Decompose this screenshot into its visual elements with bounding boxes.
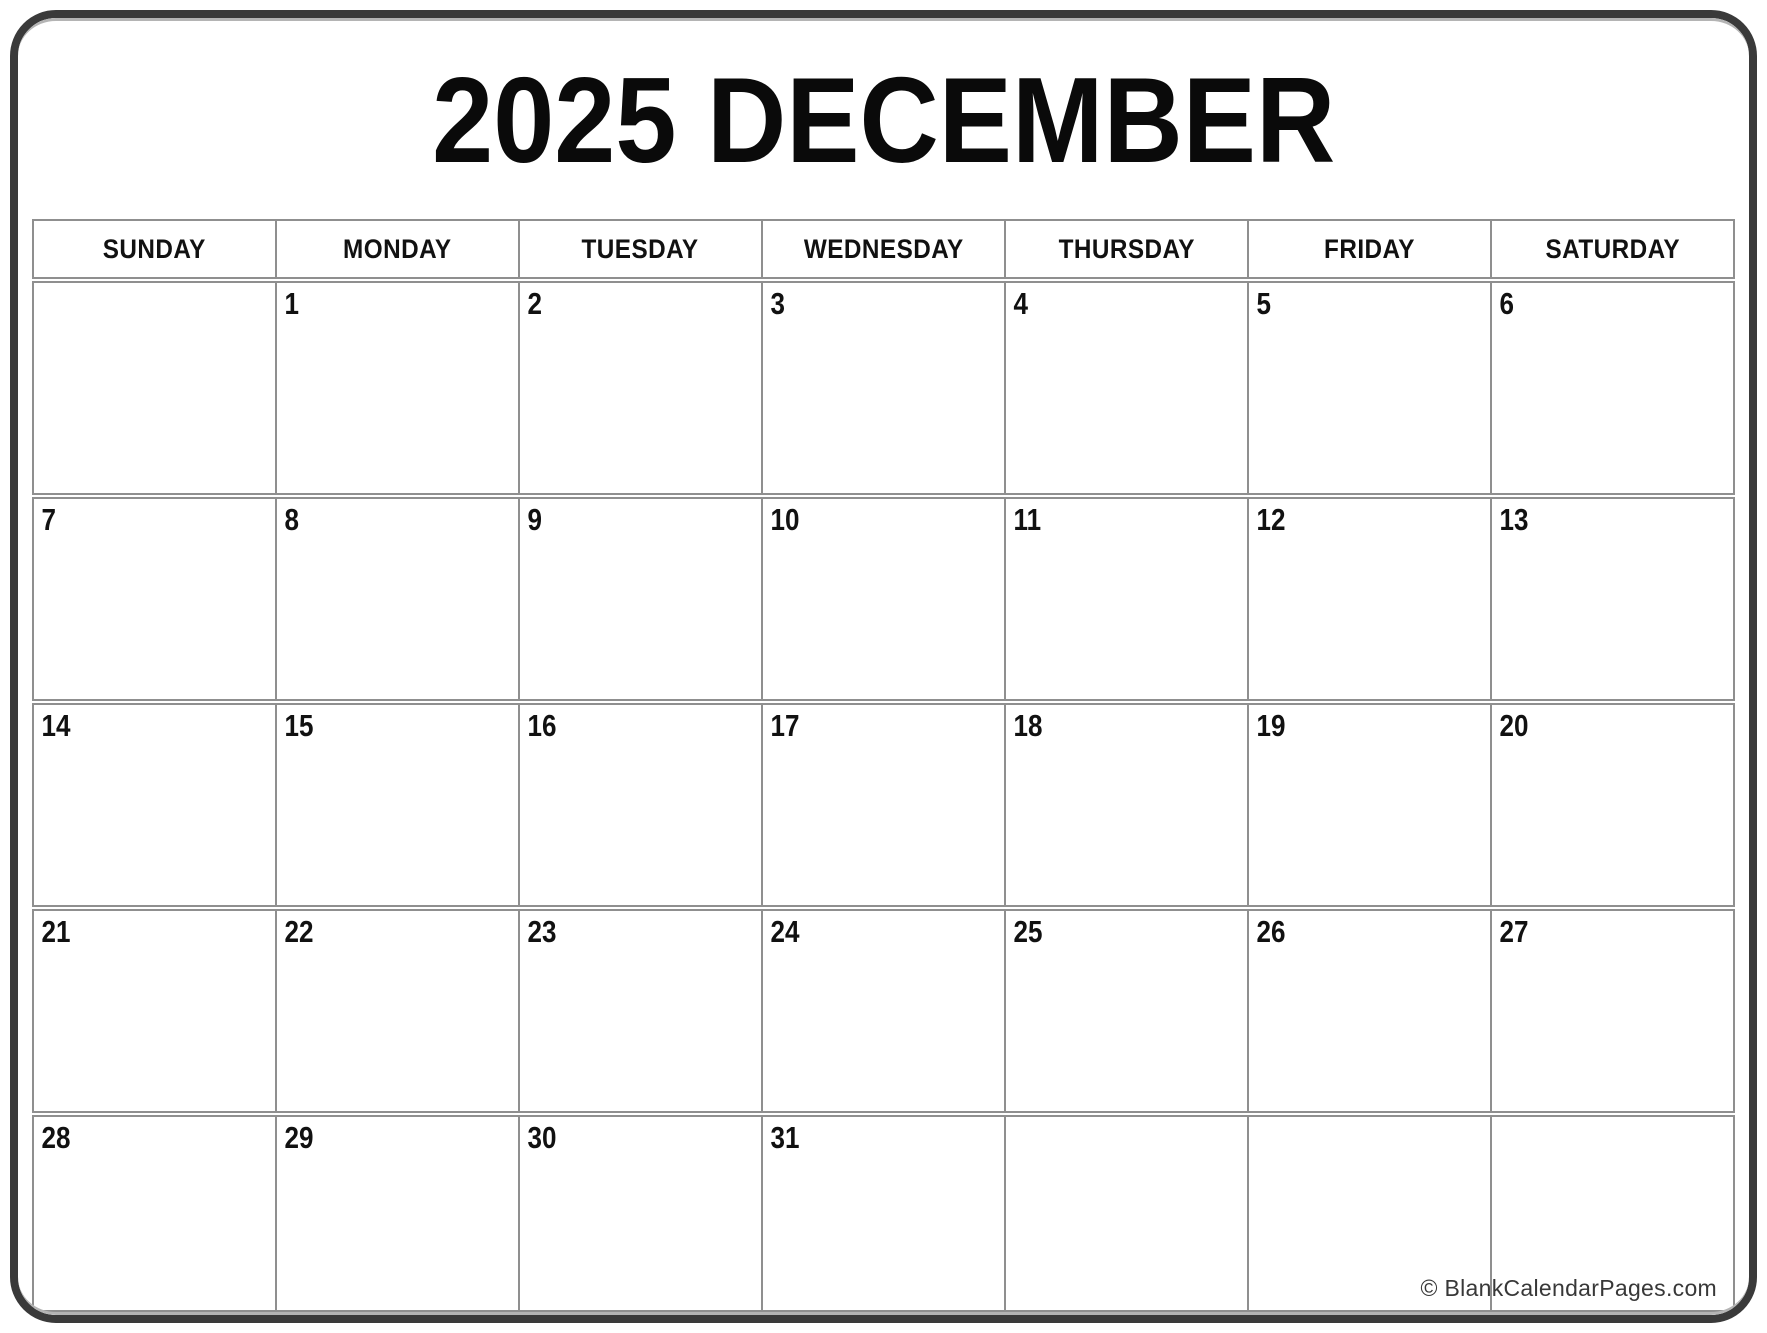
week-row-2	[33, 496, 1734, 702]
calendar-page-frame	[10, 10, 1757, 1323]
date-number: 1	[284, 286, 300, 321]
calendar-cell	[33, 496, 276, 702]
calendar-cell	[33, 280, 276, 496]
weekday-header-tuesday	[519, 220, 762, 280]
calendar-cell	[1248, 908, 1491, 1114]
calendar-cell	[1005, 280, 1248, 496]
calendar-cell	[1420, 1114, 1734, 1311]
calendar-cell	[762, 1114, 1005, 1311]
date-number: 20	[1499, 708, 1529, 744]
date-number: 29	[284, 1120, 314, 1156]
weekday-label: MONDAY	[343, 233, 452, 264]
calendar-cell	[1248, 496, 1491, 702]
weekday-header-friday	[1248, 220, 1491, 280]
date-number: 19	[1256, 708, 1286, 744]
calendar-grid	[32, 219, 1735, 1312]
calendar-cell	[519, 280, 762, 496]
date-number: 6	[1499, 286, 1515, 321]
week-row-3	[33, 702, 1734, 908]
date-number: 25	[1013, 914, 1043, 950]
calendar-cell	[276, 702, 519, 908]
date-number: 26	[1256, 914, 1286, 950]
calendar-cell	[762, 702, 1005, 908]
title-area	[32, 21, 1735, 219]
date-number: 23	[527, 914, 557, 950]
weekday-label: FRIDAY	[1324, 233, 1415, 264]
date-number: 9	[527, 502, 543, 537]
date-number	[34, 283, 236, 286]
date-number: 21	[41, 914, 71, 950]
weekday-label: THURSDAY	[1058, 233, 1195, 264]
weekday-header-row	[33, 220, 1734, 280]
weekday-label: WEDNESDAY	[803, 233, 964, 264]
calendar-cell	[1005, 702, 1248, 908]
date-number: 12	[1256, 502, 1286, 537]
date-number: 28	[41, 1120, 71, 1156]
calendar-cell	[1005, 1114, 1248, 1311]
weekday-label: SATURDAY	[1545, 233, 1680, 264]
date-number: 31	[770, 1120, 800, 1156]
date-number: 7	[41, 502, 57, 537]
calendar-cell	[519, 702, 762, 908]
calendar-cell	[276, 280, 519, 496]
date-number: 14	[41, 708, 71, 744]
date-number: 11	[1013, 502, 1042, 537]
date-number: 13	[1499, 502, 1529, 537]
date-number: 2	[527, 286, 543, 321]
date-number: 15	[284, 708, 314, 744]
date-number: 16	[527, 708, 557, 744]
date-number: 27	[1499, 914, 1529, 950]
weekday-header-monday	[276, 220, 519, 280]
date-number: 18	[1013, 708, 1043, 744]
date-number	[1249, 1117, 1451, 1120]
calendar-content	[18, 18, 1749, 1315]
calendar-cell	[276, 908, 519, 1114]
date-number: 17	[770, 708, 800, 744]
week-row-4	[33, 908, 1734, 1114]
calendar-cell	[519, 496, 762, 702]
calendar-cell	[519, 908, 762, 1114]
calendar-cell	[762, 280, 1005, 496]
weekday-header-sunday	[33, 220, 276, 280]
weekday-header-wednesday	[762, 220, 1005, 280]
date-number	[1492, 1117, 1694, 1120]
date-number: 30	[527, 1120, 557, 1156]
page-title: 2025 DECEMBER	[431, 52, 1336, 188]
weekday-header-thursday	[1005, 220, 1248, 280]
calendar-cell	[33, 1114, 276, 1311]
weekday-label: TUESDAY	[581, 233, 700, 264]
calendar-cell	[1491, 908, 1734, 1114]
date-number: 8	[284, 502, 300, 537]
week-row-1	[33, 280, 1734, 496]
calendar-cell	[276, 1114, 519, 1311]
date-number: 24	[770, 914, 800, 950]
date-number: 3	[770, 286, 786, 321]
calendar-cell	[1248, 702, 1491, 908]
calendar-cell	[1005, 496, 1248, 702]
date-number: 22	[284, 914, 314, 950]
calendar-cell	[762, 908, 1005, 1114]
calendar-cell	[1491, 702, 1734, 908]
calendar-cell	[33, 702, 276, 908]
date-number: 10	[770, 502, 800, 537]
date-number	[1006, 1117, 1208, 1120]
date-number: 5	[1256, 286, 1272, 321]
calendar-cell	[1248, 280, 1491, 496]
date-number: 4	[1013, 286, 1029, 321]
copyright-watermark: © BlankCalendarPages.com	[1420, 1275, 1717, 1301]
calendar-cell	[1491, 280, 1734, 496]
calendar-cell	[276, 496, 519, 702]
calendar-cell	[1005, 908, 1248, 1114]
calendar-cell	[762, 496, 1005, 702]
calendar-cell	[519, 1114, 762, 1311]
weekday-header-saturday	[1491, 220, 1734, 280]
calendar-cell	[1491, 496, 1734, 702]
week-row-5	[33, 1114, 1734, 1311]
weekday-label: SUNDAY	[102, 233, 207, 264]
calendar-cell	[33, 908, 276, 1114]
